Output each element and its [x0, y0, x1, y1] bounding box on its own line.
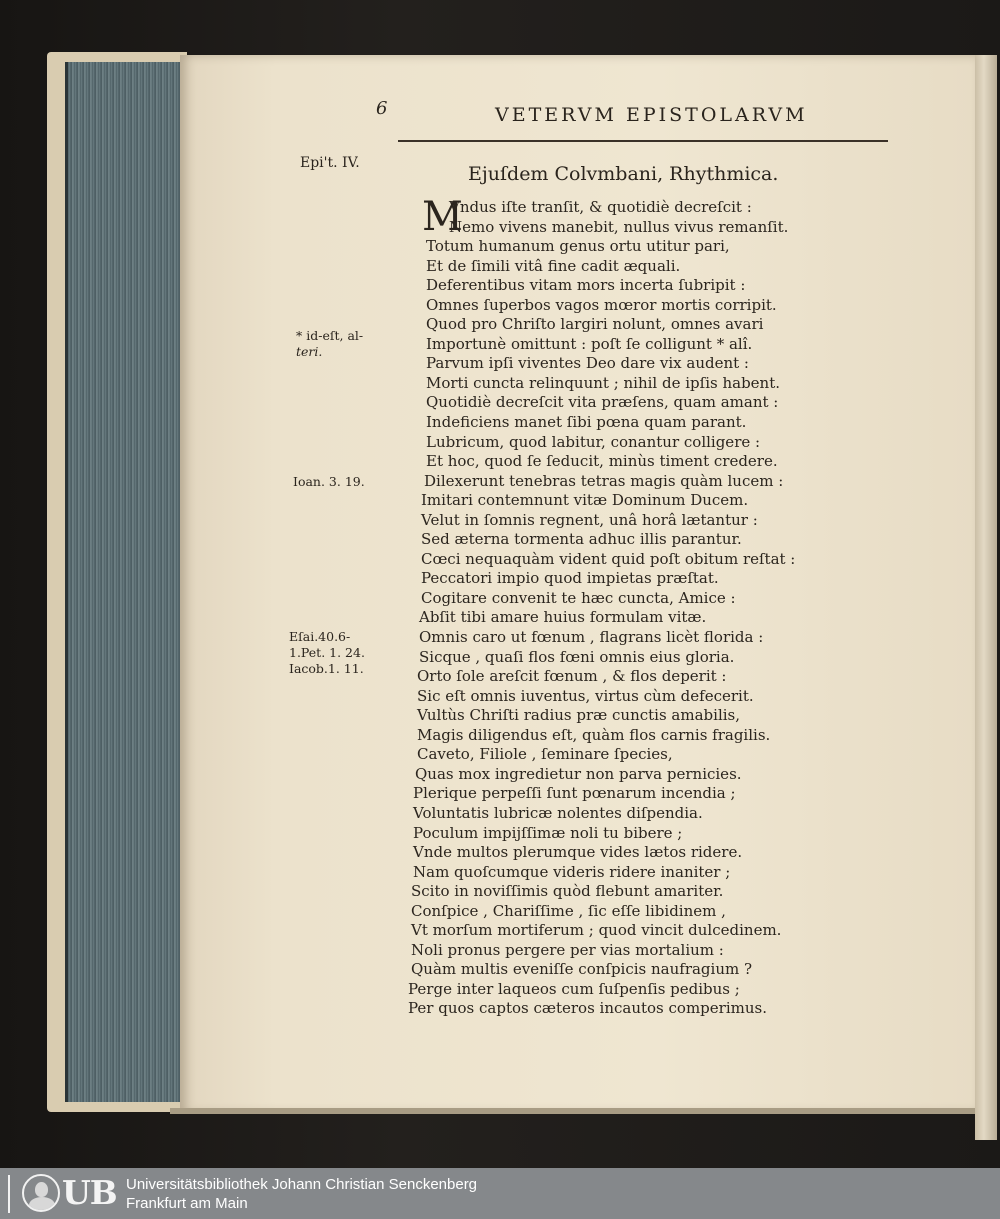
- logo-text: UB: [62, 1173, 117, 1212]
- margin-note-2: [293, 474, 365, 490]
- margin-note-line: 1.Pet. 1. 24.: [289, 645, 365, 660]
- poem-line: Sicque , quaſi flos fœni omnis eius gloria.: [419, 647, 735, 666]
- poem-line: Orto ſole areſcit fœnum , & flos deperit :: [417, 667, 727, 686]
- poem-body: [407, 194, 847, 1019]
- poem-line: Noli pronus pergere per vias mortalium :: [411, 940, 724, 959]
- poem-line: Omnes ſuperbos vagos mœror mortis corripit.: [426, 295, 777, 314]
- poem-line: Morti cuncta relinquunt ; nihil de ipſis habent.: [426, 373, 781, 392]
- poem-line: Indeficiens manet ſibi pœna quam parant.: [426, 413, 747, 432]
- poem-line: Voluntatis lubricæ nolentes diſpendia.: [413, 803, 703, 822]
- margin-note-line: * id-eſt, al-: [296, 328, 364, 343]
- margin-note-line: Iacob.1. 11.: [289, 661, 364, 676]
- poem-line: Totum humanum genus ortu utitur pari,: [426, 237, 730, 256]
- page-bottom-edge: [170, 1108, 975, 1114]
- poem-line: Cogitare convenit te hæc cuncta, Amice :: [421, 588, 736, 607]
- poem-line: Quas mox ingredietur non parva pernicies.: [415, 764, 742, 783]
- poem-line: Nam quoſcumque videris ridere inaniter ;: [413, 862, 731, 881]
- poem-line: Magis diligendus eſt, quàm flos carnis fragilis.: [417, 725, 771, 744]
- poem-lines: [407, 194, 847, 1019]
- margin-note-line: Ioan. 3. 19.: [293, 474, 365, 489]
- poem-line: Quotidiè decreſcit vita præſens, quam amant :: [426, 393, 779, 412]
- poem-line: Dilexerunt tenebras tetras magis quàm lucem :: [424, 471, 784, 490]
- poem-line: Caveto, Filiole , ſeminare ſpecies,: [417, 745, 673, 764]
- poem-line: Lubricum, quod labitur, conantur colligere :: [426, 432, 761, 451]
- poem-line: Per quos captos cæteros incautos comperimus.: [408, 999, 767, 1018]
- poem-line: Et hoc, quod ſe ſeducit, minùs timent credere.: [426, 452, 778, 471]
- poem-line: Velut in ſomnis regnent, unâ horâ lætantur :: [421, 510, 758, 529]
- poem-line: Vnde multos plerumque vides lætos ridere.: [413, 843, 743, 862]
- poem-line: Vt morſum mortiferum ; quod vincit dulcedinem.: [411, 921, 782, 940]
- margin-note-1: [296, 328, 363, 360]
- poem-line: Deferentibus vitam mors incerta ſubripit :: [426, 276, 746, 295]
- poem-line: Poculum impijſſimæ noli tu bibere ;: [413, 823, 683, 842]
- poem-line: Parvum ipſi viventes Deo dare vix audent :: [426, 354, 749, 373]
- poem-line: Peccatori impio quod impietas præſtat.: [421, 569, 719, 588]
- page-fore-edge: [65, 62, 188, 1102]
- margin-note-line: teri.: [296, 344, 323, 359]
- portrait-seal-icon: [22, 1174, 60, 1212]
- library-footer: [0, 1168, 1000, 1219]
- running-title: VETERVM EPISTOLARVM: [495, 104, 808, 126]
- poem-line: Nemo vivens manebit, nullus vivus remanſit.: [449, 217, 789, 236]
- poem-line: Conſpice , Chariſſime , ſic eſſe libidinem ,: [411, 901, 726, 920]
- library-logo: [4, 1172, 116, 1215]
- poem-line: Cœci nequaquàm vident quid poſt obitum reſtat :: [421, 549, 796, 568]
- margin-note-3: [289, 629, 365, 677]
- epistle-label: Epi't. IV.: [300, 155, 360, 171]
- poem-line: Imitari contemnunt vitæ Dominum Ducem.: [421, 491, 749, 510]
- poem-line: Scito in noviſſimis quòd flebunt amariter.: [411, 882, 724, 901]
- poem-line: Sed æterna tormenta adhuc illis parantur.: [421, 530, 742, 549]
- facing-page-edge: [975, 55, 997, 1140]
- library-name-line2: Frankfurt am Main: [126, 1195, 248, 1212]
- poem-line: Plerique perpeſſi ſunt pœnarum incendia ;: [413, 784, 736, 803]
- poem-line: Omnis caro ut fœnum , flagrans licèt florida :: [419, 628, 764, 647]
- page-number: 6: [376, 98, 388, 119]
- poem-line: Sic eſt omnis iuventus, virtus cùm defecerit.: [417, 686, 754, 705]
- drop-cap: M: [422, 194, 463, 240]
- poem-line: Importunè omittunt : poſt ſe colligunt * alî.: [426, 334, 753, 353]
- poem-line: Quàm multis eveniſſe conſpicis naufragium ?: [411, 960, 753, 979]
- poem-line: Vndus iſte tranſit, & quotidiè decreſcit :: [449, 198, 752, 216]
- poem-line: Quod pro Chriſto largiri nolunt, omnes avari: [426, 315, 764, 334]
- margin-note-line: Eſai.40.6-: [289, 629, 351, 644]
- library-name: [126, 1175, 477, 1213]
- poem-line: Et de ſimili vitâ fine cadit æquali.: [426, 256, 681, 275]
- header-rule: [398, 140, 888, 142]
- poem-line: Perge inter laqueos cum ſuſpenſis pedibus ;: [408, 979, 740, 998]
- library-name-line1: Universitätsbibliothek Johann Christian Senckenberg: [126, 1176, 478, 1193]
- poem-line: Abſit tibi amare huius formulam vitæ.: [419, 608, 707, 627]
- poem-title: Ejuſdem Colvmbani, Rhythmica.: [468, 163, 779, 185]
- poem-line: Vultùs Chriſti radius præ cunctis amabilis,: [417, 706, 740, 725]
